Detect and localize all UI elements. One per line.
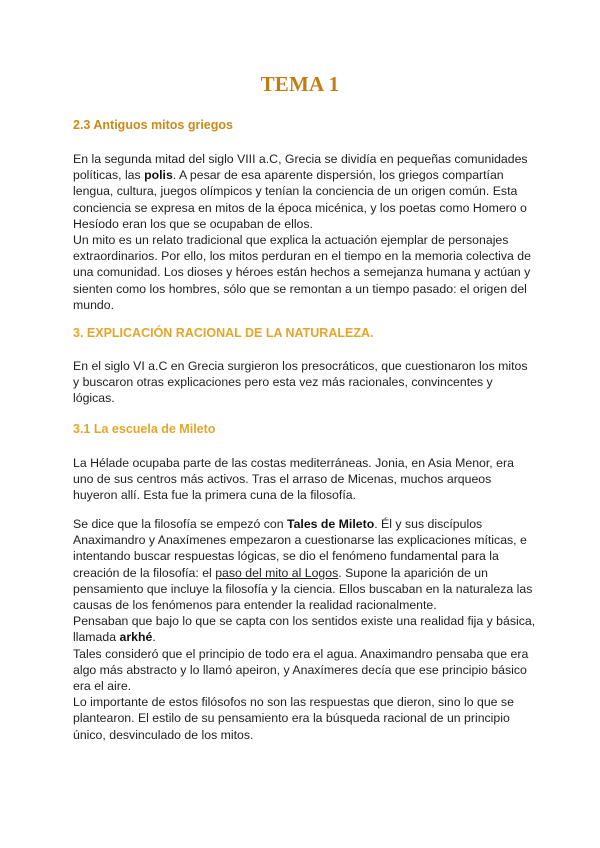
text-line: algo más abstracto y lo llamó apeiron, y Anaxímeres decía que ese principio básico xyxy=(73,662,527,677)
text-line: Anaximandro y Anaxímenes empezaron a cuestionarse las explicaciones míticas, e xyxy=(73,533,527,548)
text-line: y buscaron otras explicaciones pero esta vez más racionales, convincentes y xyxy=(73,375,493,390)
text-line: plantearon. El estilo de su pensamiento era la búsqueda racional de un principio xyxy=(73,711,510,726)
text-line: huyeron allí. Esta fue la primera cuna de la filosofía. xyxy=(73,488,356,503)
text-line: mundo. xyxy=(73,297,115,312)
text-line: lengua, cultura, juegos olímpicos y tenían la conciencia de un origen común. Esta xyxy=(73,184,518,199)
text-run: Se dice que la filosofía se empezó con xyxy=(73,517,287,531)
text-line xyxy=(73,629,535,645)
paragraph-tales xyxy=(73,516,535,743)
text-line: único, desvinculado de los mitos. xyxy=(73,727,254,742)
text-line: En la segunda mitad del siglo VIII a.C, Grecia se dividía en pequeñas comunidades xyxy=(73,152,528,166)
text-line: lógicas. xyxy=(73,391,115,406)
text-run: llamada xyxy=(73,630,120,645)
bold-term-polis: polis xyxy=(144,168,173,183)
underlined-term-paso-del-mito: paso del mito al Logos xyxy=(215,565,339,580)
text-line: Lo importante de estos filósofos no son las respuestas que dieron, sino lo que se xyxy=(73,695,514,710)
text-line: Tales consideró que el principio de todo era el agua. Anaximandro pensaba que era xyxy=(73,646,529,661)
text-line: causas de los fenómenos para entender la realidad racionalmente. xyxy=(73,598,437,613)
text-line: una comunidad. Los dioses y héroes están hechos a semejanza humana y actúan y xyxy=(73,265,531,280)
section-heading-2-3: 2.3 Antiguos mitos griegos xyxy=(73,118,233,132)
text-run: . xyxy=(152,630,156,645)
text-run: creación de la filosofía: el xyxy=(73,565,216,580)
paragraph-helade xyxy=(73,455,535,504)
text-line: uno de sus centros más activos. Tras el arraso de Micenas, muchos arqueos xyxy=(73,472,492,487)
text-line: sienten como los hombres, sólo que se remontan a un tiempo pasado: el origen del xyxy=(73,281,527,296)
paragraph-presocraticos xyxy=(73,358,535,407)
text-line: intentando buscar respuestas lógicas, se dio el fenómeno fundamental para la xyxy=(73,549,499,564)
text-line: La Hélade ocupaba parte de las costas mediterráneas. Jonia, en Asia Menor, era xyxy=(73,456,514,470)
text-run: . Él y sus discípulos xyxy=(374,517,483,531)
text-line xyxy=(73,565,535,581)
text-line xyxy=(73,516,535,532)
text-line: Un mito es un relato tradicional que explica la actuación ejemplar de personajes xyxy=(73,233,509,248)
text-line xyxy=(73,167,535,183)
bold-term-tales-de-mileto: Tales de Mileto xyxy=(286,517,375,531)
page-title: TEMA 1 xyxy=(260,72,340,96)
bold-term-arkhe: arkhé xyxy=(119,630,153,645)
text-line: Hesíodo eran los que se ocupaban de ellos. xyxy=(73,216,313,231)
paragraph-mitos-griegos xyxy=(73,151,535,313)
text-run: . A pesar de esa aparente dispersión, los griegos compartían xyxy=(172,168,504,183)
text-line: era el aire. xyxy=(73,679,132,694)
text-run: . Supone la aparición de un xyxy=(338,565,488,580)
section-heading-3-1: 3.1 La escuela de Mileto xyxy=(73,422,216,436)
section-heading-3: 3. EXPLICACIÓN RACIONAL DE LA NATURALEZA. xyxy=(73,326,374,340)
text-line: extraordinarios. Por ello, los mitos perduran en el tiempo en la memoria colectiva de xyxy=(73,249,531,264)
text-line: pensamiento que incluye la filosofía y la ciencia. Ellos buscaban en la naturaleza las xyxy=(73,581,533,596)
text-line: En el siglo VI a.C en Grecia surgieron los presocráticos, que cuestionaron los mitos xyxy=(73,359,528,373)
text-run: políticas, las xyxy=(73,168,145,183)
text-line: conciencia se expresa en mitos de la época micénica, y los poetas como Homero o xyxy=(73,200,527,215)
text-line: Pensaban que bajo lo que se capta con los sentidos existe una realidad fija y básica, xyxy=(73,614,536,629)
